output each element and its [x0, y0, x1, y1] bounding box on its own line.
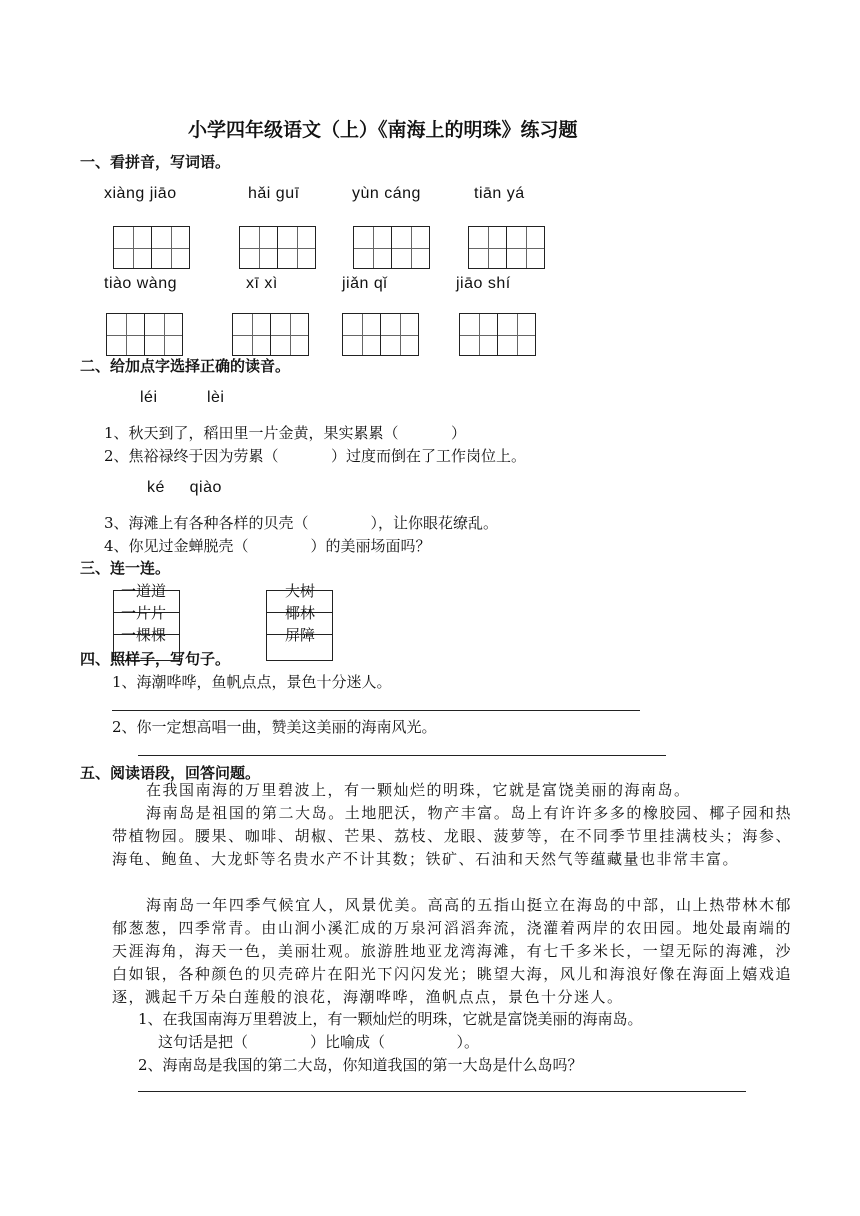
writing-grid-4[interactable] [468, 226, 545, 269]
match-left-3: 一棵棵 [121, 626, 167, 644]
writing-grid-8[interactable] [459, 313, 536, 356]
writing-grid-7[interactable] [342, 313, 419, 356]
passage-paragraph-3: 海南岛一年四季气候宜人，风景优美。高高的五指山挺立在海岛的中部，山上热带林木郁郁葱葱，四季常青。由山涧小溪汇成的万泉河滔滔奔流，浇灌着两岸的农田园。地处最南端的天涯海角，海天一色，美丽壮观。旅游胜地亚龙湾海滩，有七千多米长，一望无际的海滩，沙白如银，各种颜色的贝壳碎片在阳光下闪闪发光；眺望大海，风儿和海浪好像在海面上嬉戏追逐，溅起千万朵白莲般的浪花，海潮哗哗，渔帆点点，景色十分迷人。 [112, 896, 792, 1006]
question-2-4: 4、你见过金蝉脱壳（ ）的美丽场面吗？ [104, 537, 431, 555]
pinyin-6: xī xì [246, 275, 278, 292]
writing-grid-6[interactable] [232, 313, 309, 356]
match-right-2: 椰林 [285, 604, 316, 622]
writing-grid-5[interactable] [106, 313, 183, 356]
section-3-heading: 三、连一连。 [80, 559, 171, 577]
page-title: 小学四年级语文（上）《南海上的明珠》练习题 [188, 119, 578, 141]
pinyin-8: jiāo shí [456, 275, 511, 292]
question-2-2: 2、焦裕禄终于因为劳累（ ）过度而倒在了工作岗位上。 [104, 447, 526, 465]
answer-line-5-2[interactable] [138, 1091, 746, 1092]
question-2-1: 1、秋天到了，稻田里一片金黄，果实累累（ ） [104, 424, 466, 442]
match-right-3: 屏障 [285, 626, 316, 644]
match-left-1: 一道道 [121, 582, 167, 600]
reading-options-1: léi lèi [140, 389, 225, 406]
match-left-2: 一片片 [121, 604, 167, 622]
pinyin-4: tiān yá [474, 185, 525, 202]
pinyin-1: xiàng jiāo [104, 185, 177, 202]
answer-line-4-2[interactable] [138, 755, 666, 756]
answer-line-4-1[interactable] [112, 710, 640, 711]
writing-grid-1[interactable] [113, 226, 190, 269]
question-5-1: 1、在我国南海万里碧波上，有一颗灿烂的明珠，它就是富饶美丽的海南岛。 [138, 1010, 643, 1028]
section-5-heading: 五、阅读语段，回答问题。 [80, 764, 261, 782]
pinyin-3: yùn cáng [352, 185, 421, 202]
question-2-3: 3、海滩上有各种各样的贝壳（ ），让你眼花缭乱。 [104, 514, 499, 532]
question-4-2: 2、你一定想高唱一曲，赞美这美丽的海南风光。 [112, 718, 437, 736]
question-4-1: 1、海潮哗哗，鱼帆点点，景色十分迷人。 [112, 673, 392, 691]
question-5-2: 2、海南岛是我国的第二大岛，你知道我国的第一大岛是什么岛吗？ [138, 1056, 583, 1074]
section-1-heading: 一、看拼音，写词语。 [80, 153, 231, 171]
pinyin-2: hǎi guī [248, 185, 300, 202]
pinyin-5: tiào wàng [104, 275, 177, 292]
passage-paragraph-2: 海南岛是祖国的第二大岛。土地肥沃，物产丰富。岛上有许许多多的橡胶园、椰子园和热带植物园。腰果、咖啡、胡椒、芒果、荔枝、龙眼、菠萝等，在不同季节里挂满枝头；海参、海龟、鲍鱼、大龙虾等名贵水产不计其数；铁矿、石油和天然气等蕴藏量也非常丰富。 [112, 804, 792, 868]
passage-paragraph-1: 在我国南海的万里碧波上，有一颗灿烂的明珠，它就是富饶美丽的海南岛。 [146, 781, 691, 799]
pinyin-7: jiǎn qǐ [342, 275, 388, 292]
writing-grid-3[interactable] [353, 226, 430, 269]
question-5-1b: 这句话是把（ ）比喻成（ ）。 [158, 1033, 480, 1051]
section-2-heading: 二、给加点字选择正确的读音。 [80, 357, 291, 375]
section-4-heading: 四、照样子，写句子。 [80, 650, 231, 668]
reading-options-2: ké qiào [147, 479, 222, 496]
match-right-1: 大树 [285, 582, 316, 600]
writing-grid-2[interactable] [239, 226, 316, 269]
